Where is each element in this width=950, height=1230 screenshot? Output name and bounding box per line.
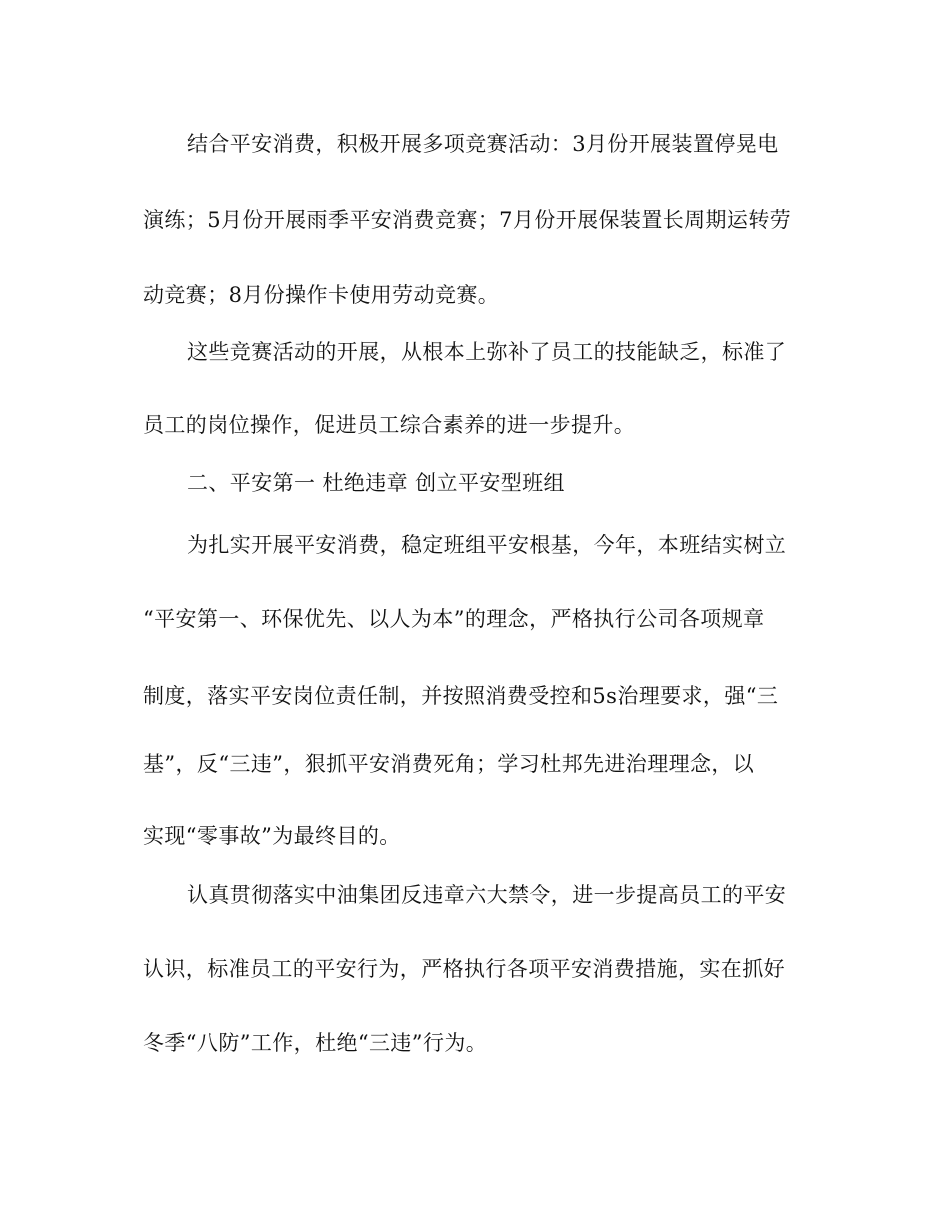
paragraph-4-line-3: 冬季“八防”工作，杜绝“三违”行为。	[143, 1031, 488, 1055]
paragraph-2-line-1: 这些竞赛活动的开展，从根本上弥补了员工的技能缺乏，标准了	[187, 340, 787, 364]
paragraph-1-line-2: 演练；5月份开展雨季平安消费竞赛；7月份开展保装置长周期运转劳	[143, 208, 792, 232]
section-heading: 二、平安第一 杜绝违章 创立平安型班组	[187, 471, 565, 495]
paragraph-3-line-5: 实现“零事故”为最终目的。	[143, 824, 401, 848]
paragraph-1-line-3: 动竞赛；8月份操作卡使用劳动竞赛。	[143, 283, 500, 307]
paragraph-1-line-1: 结合平安消费，积极开展多项竞赛活动：3月份开展装置停晃电	[187, 132, 779, 156]
paragraph-4-line-2: 认识，标准员工的平安行为，严格执行各项平安消费措施，实在抓好	[143, 957, 785, 981]
paragraph-3-line-1: 为扎实开展平安消费，稳定班组平安根基，今年，本班结实树立	[187, 533, 787, 557]
paragraph-2-line-2: 员工的岗位操作，促进员工综合素养的进一步提升。	[143, 413, 636, 437]
paragraph-4-line-1: 认真贯彻落实中油集团反违章六大禁令，进一步提高员工的平安	[187, 883, 787, 907]
paragraph-3-line-3: 制度，落实平安岗位责任制，并按照消费受控和5s治理要求，强“三	[143, 684, 779, 708]
paragraph-3-line-4: 基”，反“三违”，狠抓平安消费死角；学习杜邦先进治理理念，以	[143, 752, 755, 776]
paragraph-3-line-2: “平安第一、环保优先、以人为本”的理念，严格执行公司各项规章	[143, 607, 765, 631]
